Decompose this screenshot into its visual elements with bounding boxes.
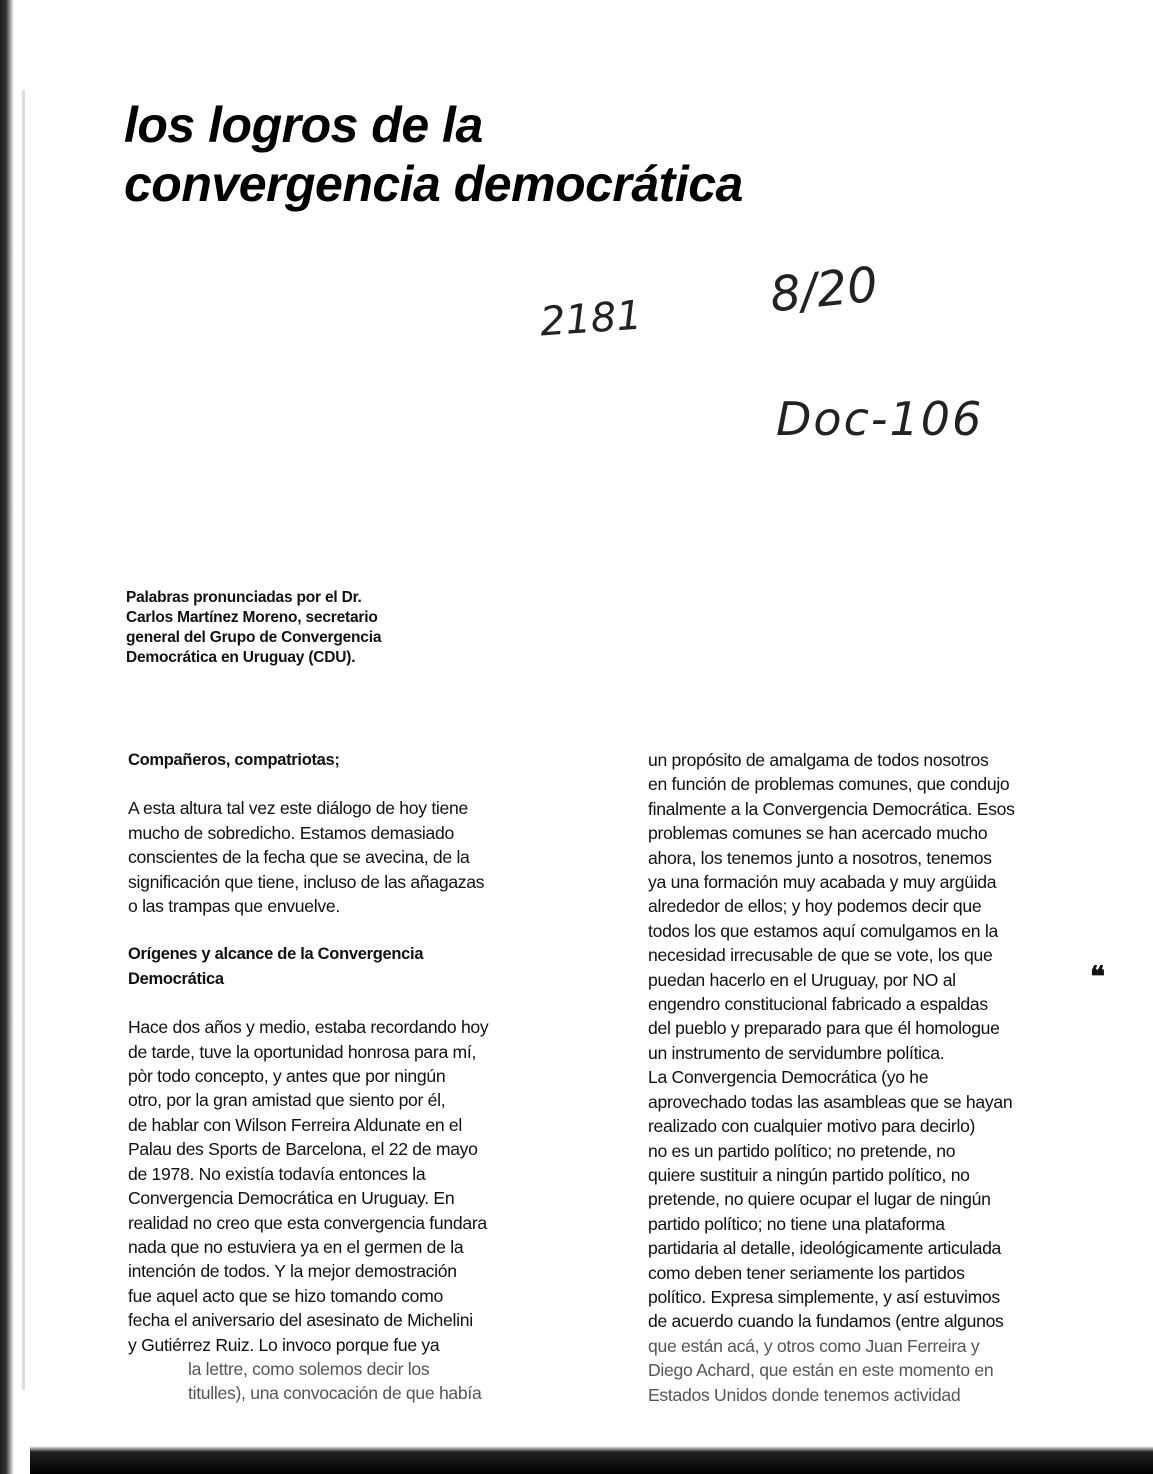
text-line: no es un partido político; no pretende, no xyxy=(648,1140,956,1161)
section-heading-line: Orígenes y alcance de la Convergencia xyxy=(128,945,424,964)
text-line: de tarde, tuve la oportunidad honrosa para mí, xyxy=(128,1041,477,1062)
text-line: intención de todos. Y la mejor demostración xyxy=(128,1261,457,1282)
page-title xyxy=(124,96,743,214)
paragraph-intro xyxy=(128,796,598,918)
text-line: mucho de sobredicho. Estamos demasiado xyxy=(128,822,455,843)
text-line: de hablar con Wilson Ferreira Aldunate en el xyxy=(128,1114,462,1135)
text-line: o las trampas que envuelve. xyxy=(128,896,340,917)
title-line-1: los logros de la xyxy=(124,97,483,153)
text-line: quiere sustituir a ningún partido político, no xyxy=(648,1164,970,1185)
text-line: ahora, los tenemos junto a nosotros, tenemos xyxy=(648,847,992,868)
scan-blot-mark: ❝ xyxy=(1090,961,1106,992)
text-line: realidad no creo que esta convergencia fundara xyxy=(128,1212,487,1233)
title-line-2: convergencia democrática xyxy=(124,156,743,212)
text-line: político. Expresa simplemente, y así estuvimos xyxy=(648,1286,1000,1307)
text-line: de 1978. No existía todavía entonces la xyxy=(128,1163,426,1184)
text-line: partidaria al detalle, ideológicamente articulada xyxy=(648,1238,1002,1259)
text-line: un instrumento de servidumbre política. xyxy=(648,1042,945,1063)
text-line: Palau des Sports de Barcelona, el 22 de mayo xyxy=(128,1139,478,1160)
text-line: Convergencia Democrática en Uruguay. En xyxy=(128,1188,455,1209)
paragraph-definition xyxy=(648,1065,1118,1407)
text-line: partido político; no tiene una plataforma xyxy=(648,1213,945,1234)
scan-bottom-edge xyxy=(30,1446,1153,1474)
byline xyxy=(126,588,506,668)
left-column xyxy=(128,748,598,1406)
handwritten-doc-id: Doc-106 xyxy=(776,392,984,446)
text-line: y Gutiérrez Ruiz. Lo invoco porque fue ya xyxy=(128,1334,440,1355)
text-line: finalmente a la Convergencia Democrática. Esos xyxy=(648,798,1015,819)
text-line: engendro constitucional fabricado a espaldas xyxy=(648,994,988,1015)
text-line: significación que tiene, incluso de las añagazas xyxy=(128,871,485,892)
section-heading-line: Democrática xyxy=(128,969,224,988)
text-line: conscientes de la fecha que se avecina, de la xyxy=(128,847,470,868)
text-line: realizado con cualquier motivo para decirlo) xyxy=(648,1116,976,1137)
text-line: necesidad irrecusable de que se vote, los que xyxy=(648,945,993,966)
text-line: fecha el aniversario del asesinato de Michelini xyxy=(128,1310,473,1331)
paragraph-purpose xyxy=(648,748,1118,1065)
salutation: Compañeros, compatriotas; xyxy=(128,751,340,769)
text-line: ya una formación muy acabada y muy argüida xyxy=(648,872,997,893)
byline-line: Carlos Martínez Moreno, secretario xyxy=(126,609,378,626)
byline-line: Palabras pronunciadas por el Dr. xyxy=(126,589,362,606)
text-line: pòr todo concepto, y antes que por ningún xyxy=(128,1066,446,1087)
text-line: en función de problemas comunes, que condujo xyxy=(648,774,1010,795)
text-line: La Convergencia Democrática (yo he xyxy=(648,1067,929,1088)
right-column xyxy=(648,748,1118,1407)
text-line: la lettre, como solemos decir los xyxy=(188,1358,430,1379)
text-line: Diego Achard, que están en este momento en xyxy=(648,1360,994,1381)
text-line: otro, por la gran amistad que siento por él, xyxy=(128,1090,446,1111)
handwritten-number: 2181 xyxy=(538,292,644,346)
scan-spine-edge xyxy=(0,0,14,1474)
paragraph-origins xyxy=(128,1015,598,1406)
text-line: del pueblo y preparado para que él homologue xyxy=(648,1018,1000,1039)
handwritten-fraction: 8/20 xyxy=(767,256,881,324)
text-line: todos los que estamos aquí comulgamos en la xyxy=(648,920,998,941)
text-line: titulles), una convocación de que había xyxy=(188,1383,482,1404)
text-line: alrededor de ellos; y hoy podemos decir que xyxy=(648,896,982,917)
scan-shadow xyxy=(22,90,25,1390)
text-line: fue aquel acto que se hizo tomando como xyxy=(128,1285,443,1306)
byline-line: general del Grupo de Convergencia xyxy=(126,629,382,646)
text-line: de acuerdo cuando la fundamos (entre algunos xyxy=(648,1311,1004,1332)
text-line: problemas comunes se han acercado mucho xyxy=(648,823,988,844)
text-line: aprovechado todas las asambleas que se hayan xyxy=(648,1091,1013,1112)
text-line: Hace dos años y medio, estaba recordando hoy xyxy=(128,1017,489,1038)
text-line: Estados Unidos donde tenemos actividad xyxy=(648,1384,961,1405)
text-line: un propósito de amalgama de todos nosotros xyxy=(648,750,989,770)
text-line: como deben tener seriamente los partidos xyxy=(648,1262,965,1283)
byline-line: Democrática en Uruguay (CDU). xyxy=(126,649,356,666)
text-line: puedan hacerlo en el Uruguay, por NO al xyxy=(648,969,956,990)
text-line: que están acá, y otros como Juan Ferreira y xyxy=(648,1335,980,1356)
section-heading xyxy=(128,942,598,991)
text-line: pretende, no quiere ocupar el lugar de ningún xyxy=(648,1189,991,1210)
text-line: A esta altura tal vez este diálogo de hoy tiene xyxy=(128,798,468,819)
text-line: nada que no estuviera ya en el germen de la xyxy=(128,1236,464,1257)
